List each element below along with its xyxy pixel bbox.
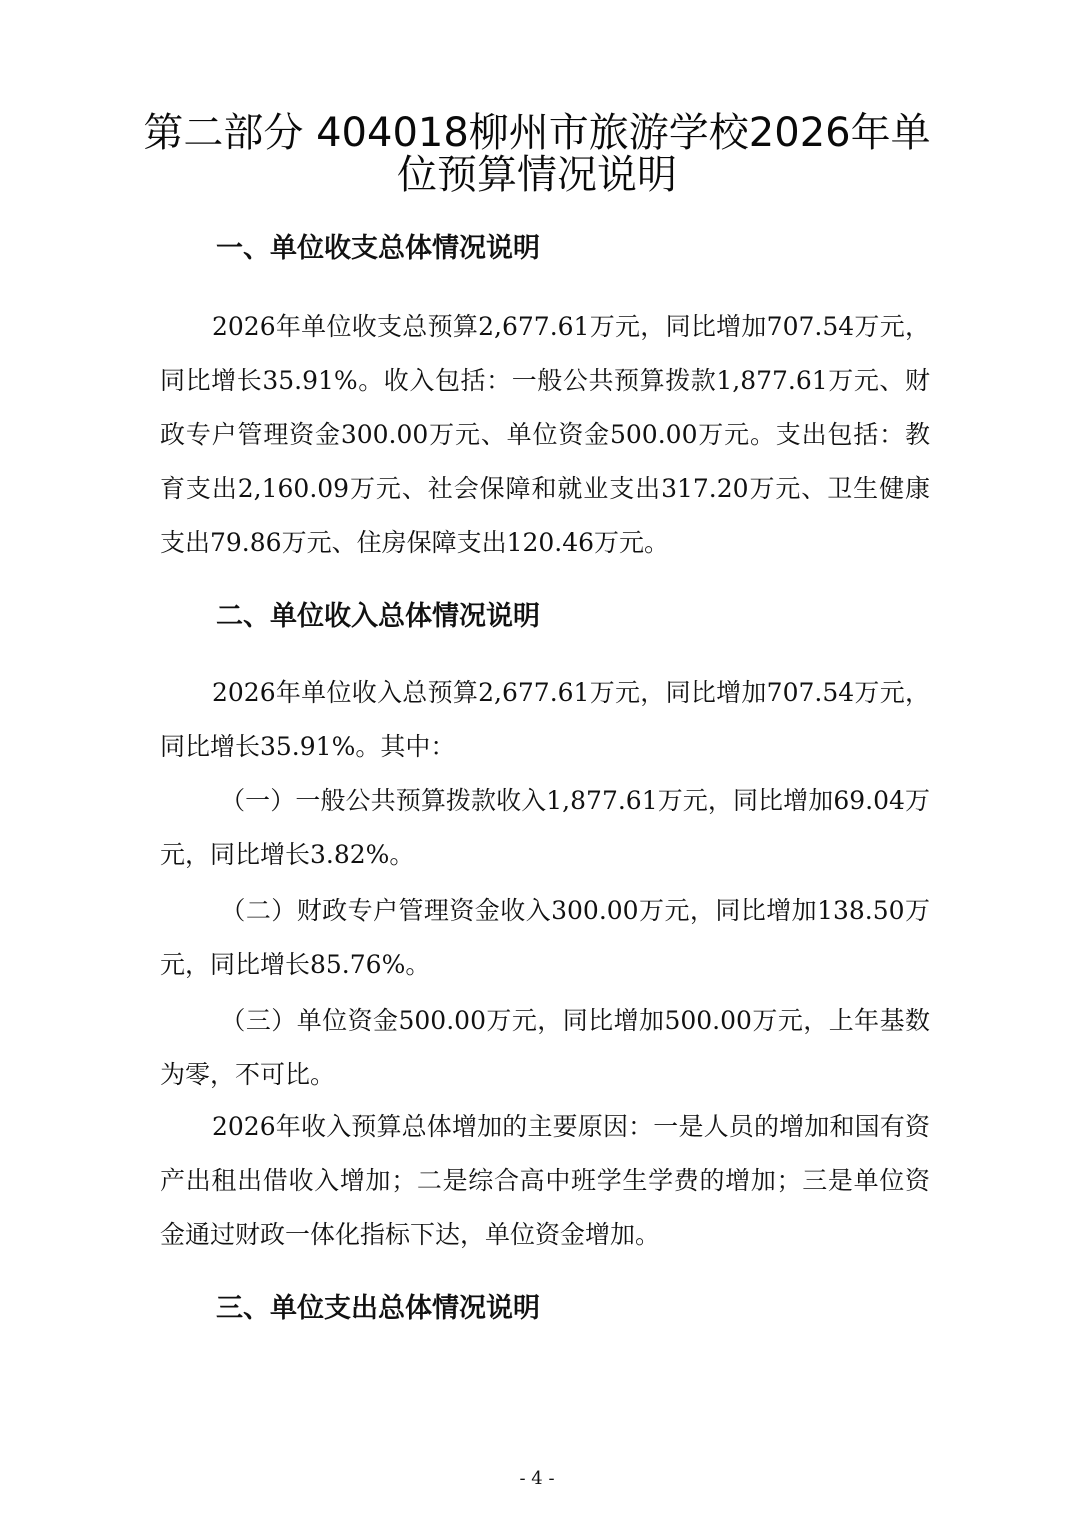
section-heading-overview: 一、单位收支总体情况说明 [216,233,540,264]
income-item-3-text: （三）单位资金500.00万元，同比增加500.00万元，上年基数为零，不可比。 [160,1006,930,1089]
income-intro-paragraph [160,666,930,774]
income-item-1 [160,774,930,882]
section-heading-income: 二、单位收入总体情况说明 [216,601,540,632]
income-item-2 [160,884,930,992]
income-reason-text: 2026年收入预算总体增加的主要原因：一是人员的增加和国有资产出租出借收入增加；二是综合高中班学生学费的增加；三是单位资金通过财政一体化指标下达，单位资金增加。 [160,1112,930,1249]
overview-paragraph [160,300,930,570]
income-item-2-text: （二）财政专户管理资金收入300.00万元，同比增加138.50万元，同比增长85.76%。 [160,896,930,979]
page-title-line-2: 位预算情况说明 [397,152,677,198]
overview-paragraph-text: 2026年单位收支总预算2,677.61万元，同比增加707.54万元，同比增长35.91%。收入包括：一般公共预算拨款1,877.61万元、财政专户管理资金300.00万元、单位资金500.00万元。支出包括：教育支出2,160.09万元、社会保障和就业支出317.20万元、卫生健康支出79.86万元、住房保障支出120.46万元。 [160,312,930,557]
page-title-line-1: 第二部分 404018柳州市旅游学校2026年单 [143,110,931,156]
page-number: - 4 - [519,1468,555,1489]
income-reason-paragraph [160,1100,930,1262]
income-item-3 [160,994,930,1102]
section-heading-expenditure: 三、单位支出总体情况说明 [216,1293,540,1324]
income-intro-text: 2026年单位收入总预算2,677.61万元，同比增加707.54万元，同比增长35.91%。其中： [160,678,930,761]
income-item-1-text: （一）一般公共预算拨款收入1,877.61万元，同比增加69.04万元，同比增长3.82%。 [160,786,930,869]
